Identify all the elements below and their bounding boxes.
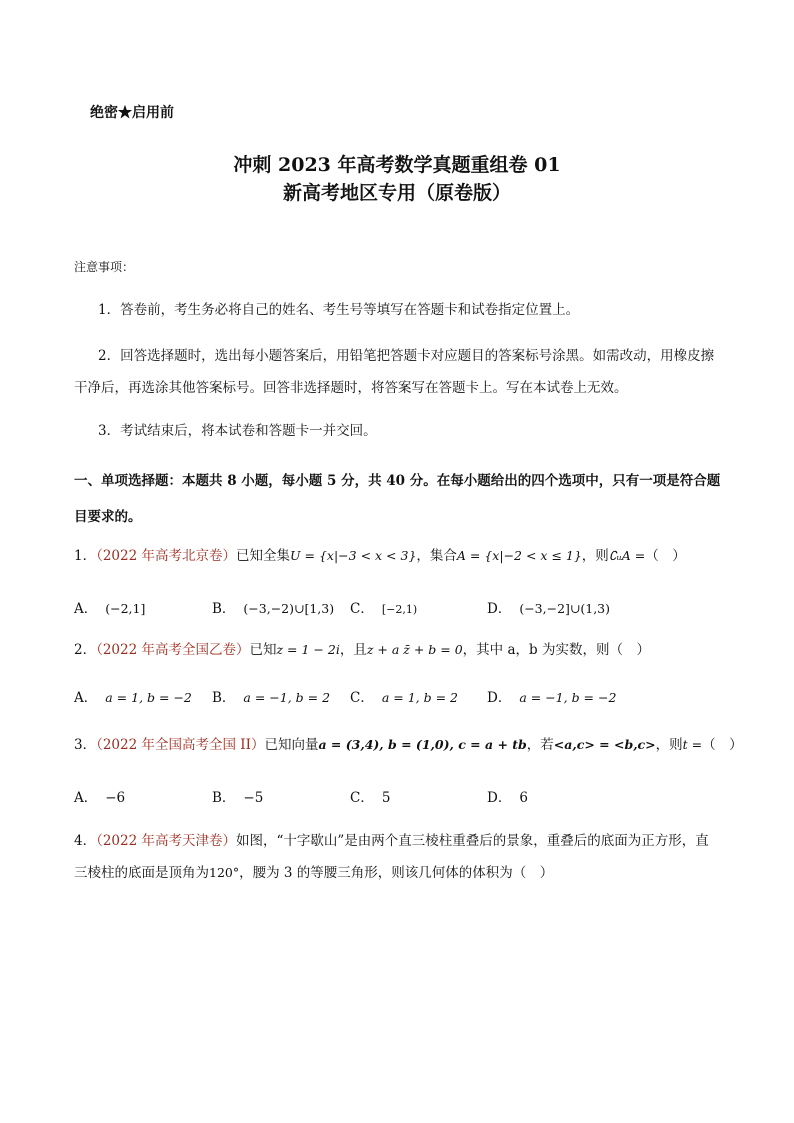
question-text: ，集合 (416, 548, 457, 564)
option-b[interactable] (212, 686, 330, 706)
question-text: 已知全集 (236, 548, 290, 564)
question-math: <a,c> = <b,c> (553, 737, 656, 752)
option-value: (−2,1] (105, 601, 146, 616)
option-value: −6 (105, 790, 126, 806)
option-value: a = 1, b = −2 (105, 690, 192, 705)
option-d[interactable] (487, 786, 528, 806)
option-c[interactable] (350, 786, 390, 806)
question-3-options (74, 786, 734, 810)
question-source: （2022 年高考天津卷） (96, 833, 236, 849)
option-a[interactable] (74, 786, 125, 806)
question-4 (74, 825, 722, 889)
question-text: 已知 (249, 642, 277, 658)
question-text: ，腰为 3 的等腰三角形，则该几何体的体积为（ ） (239, 865, 554, 881)
option-label: C． (350, 790, 374, 806)
question-text: ，则 (581, 548, 609, 564)
question-number: 1． (74, 548, 97, 564)
question-math: A = {x|−2 < x ≤ 1} (456, 548, 582, 563)
option-label: A． (74, 790, 98, 806)
question-math: a = (3,4), b = (1,0), c = a + tb (318, 737, 527, 752)
option-value: a = −1, b = −2 (519, 690, 617, 705)
question-math: 120° (209, 865, 240, 880)
question-number: 4． (74, 833, 97, 849)
option-a[interactable] (74, 686, 192, 706)
section-heading-text: 一、单项选择题：本题共 8 小题，每小题 5 分，共 40 分。在每小题给出的四个选项中，只有一项是符合题目要求的。 (74, 473, 721, 525)
question-3 (74, 730, 743, 760)
question-math: z + a z̄ + b = 0 (366, 642, 463, 657)
question-math: ∁ᵤA = (608, 548, 646, 563)
option-b[interactable] (212, 597, 334, 617)
option-label: B． (212, 690, 236, 706)
question-text: 已知向量 (264, 737, 319, 753)
question-math: U = {x|−3 < x < 3} (290, 548, 417, 563)
question-source: （2022 年高考全国乙卷） (96, 642, 250, 658)
notice-heading: 注意事项： (74, 260, 135, 274)
option-c[interactable] (350, 597, 417, 617)
question-math: t = (682, 737, 703, 752)
section-heading (74, 463, 724, 535)
option-c[interactable] (350, 686, 458, 706)
question-text: ，则 (655, 737, 683, 753)
option-label: B． (212, 790, 236, 806)
option-label: D． (487, 690, 512, 706)
option-b[interactable] (212, 786, 263, 806)
exam-subtitle: 新高考地区专用（原卷版） (282, 182, 511, 204)
notice-item-1: 1．答卷前，考生务必将自己的姓名、考生号等填写在答题卡和试卷指定位置上。 (98, 302, 580, 318)
question-text: （ ） (645, 548, 686, 564)
option-value: a = 1, b = 2 (381, 690, 458, 705)
option-a[interactable] (74, 597, 145, 617)
question-text: ，若 (526, 737, 554, 753)
question-2-options (74, 686, 734, 710)
option-label: B． (212, 601, 236, 617)
question-math: z = 1 − 2i (276, 642, 340, 657)
option-label: D． (487, 601, 512, 617)
option-d[interactable] (487, 686, 616, 706)
option-value: 6 (519, 790, 528, 806)
exam-title: 冲刺 2023 年高考数学真题重组卷 01 (233, 154, 561, 176)
question-text: ，且 (339, 642, 367, 658)
question-number: 3． (74, 737, 97, 753)
notice-item-2: 2．回答选择题时，选出每小题答案后，用铅笔把答题卡对应题目的答案标号涂黑。如需改动，用橡皮擦干净后，再选涂其他答案标号。回答非选择题时，将答案写在答题卡上。写在本试卷上无效。 (74, 348, 715, 396)
option-value: (−3,−2)∪[1,3) (243, 601, 335, 616)
option-label: A． (74, 690, 98, 706)
notice-item-3: 3．考试结束后，将本试卷和答题卡一并交回。 (98, 423, 377, 439)
option-label: C． (350, 601, 374, 617)
option-label: A． (74, 601, 98, 617)
option-d[interactable] (487, 597, 610, 617)
option-value: 5 (381, 790, 391, 806)
question-text: （ ） (702, 737, 743, 753)
question-1 (74, 541, 734, 571)
option-value: a = −1, b = 2 (243, 690, 331, 705)
question-text: ，其中 a，b 为实数，则（ ） (462, 642, 650, 658)
confidential-label: 绝密★启用前 (90, 105, 174, 121)
option-label: C． (350, 690, 374, 706)
option-value: [−2,1) (381, 603, 418, 616)
question-source: （2022 年全国高考全国 II） (96, 737, 265, 753)
question-2 (74, 635, 734, 665)
option-value: (−3,−2]∪(1,3) (519, 601, 611, 616)
question-source: （2022 年高考北京卷） (96, 548, 236, 564)
question-1-options (74, 597, 734, 621)
option-label: D． (487, 790, 512, 806)
option-value: −5 (243, 790, 264, 806)
question-text: 如图，“十字歇山”是由两个直三棱柱重叠后的景象，重叠后的底面为正方形，直三棱柱的底面是顶角为 (74, 833, 709, 881)
question-number: 2． (74, 642, 97, 658)
